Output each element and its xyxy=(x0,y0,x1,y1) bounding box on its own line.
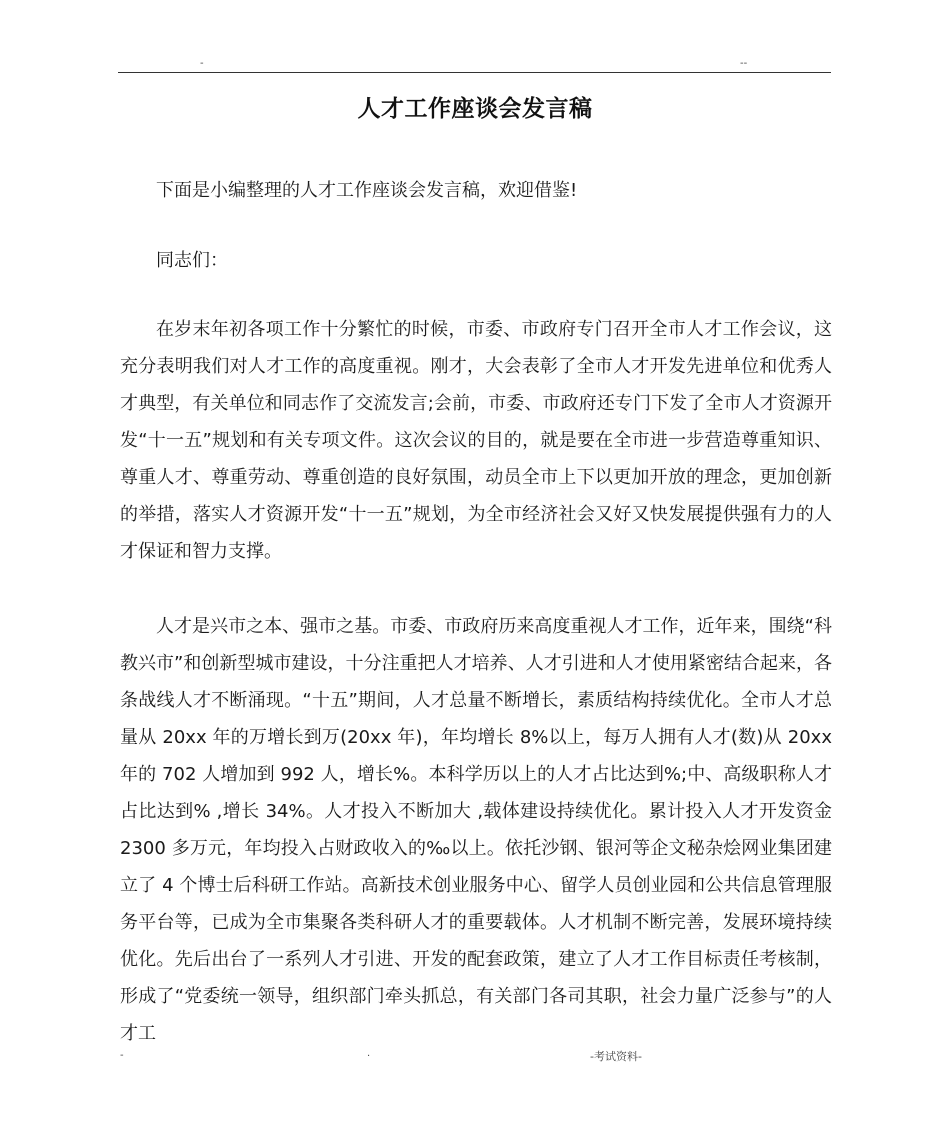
footer-label: -考试资料- xyxy=(590,1050,642,1063)
body-paragraph-2: 人才是兴市之本、强市之基。市委、市政府历来高度重视人才工作，近年来，围绕“科教兴市”和创新型城市建设，十分注重把人才培养、人才引进和人才使用紧密结合起来，各条战线人才不断涌现。“十五”期间，人才总量不断增长，素质结构持续优化。全市人才总量从 20xx 年的万增长到万(20xx 年)，年均增长 8%以上，每万人拥有人才(数)从 20xx 年的 702 人增加到 992 人，增长%。本科学历以上的人才占比达到%;中、高级职称人才占比达到% ,增长 34%。人才投入不断加大 ,载体建设持续优化。累计投入人才开发资金 2300 多万元，年均投入占财政收入的‰以上。依托沙钢、银河等企文秘杂烩网业集团建立了 4 个博士后科研工作站。高新技术创业服务中心、留学人员创业园和公共信息管理服务平台等，已成为全市集聚各类科研人才的重要载体。人才机制不断完善，发展环境持续优化。先后出台了一系列人才引进、开发的配套政策，建立了人才工作目标责任考核制，形成了“党委统一领导，组织部门牵头抓总，有关部门各司其职，社会力量广泛参与”的人才工 xyxy=(120,616,832,1044)
header-rule xyxy=(118,72,831,73)
intro-paragraph: 下面是小编整理的人才工作座谈会发言稿，欢迎借鉴! xyxy=(156,180,578,201)
header-left-mark: - xyxy=(200,58,204,69)
body-paragraph-1: 在岁末年初各项工作十分繁忙的时候，市委、市政府专门召开全市人才工作会议，这充分表明我们对人才工作的高度重视。刚才，大会表彰了全市人才开发先进单位和优秀人才典型，有关单位和同志作了交流发言;会前，市委、市政府还专门下发了全市人才资源开发“十一五”规划和有关专项文件。这次会议的目的，就是要在全市进一步营造尊重知识、尊重人才、尊重劳动、尊重创造的良好氛围，动员全市上下以更加开放的理念，更加创新的举措，落实人才资源开发“十一五”规划，为全市经济社会又好又快发展提供强有力的人才保证和智力支撑。 xyxy=(120,319,832,562)
salutation-paragraph: 同志们： xyxy=(156,250,228,271)
header-right-mark: -- xyxy=(740,58,748,69)
footer-center-mark: . xyxy=(367,1048,371,1059)
document-title: 人才工作座谈会发言稿 xyxy=(357,96,593,122)
footer-left-mark: - xyxy=(120,1050,124,1061)
